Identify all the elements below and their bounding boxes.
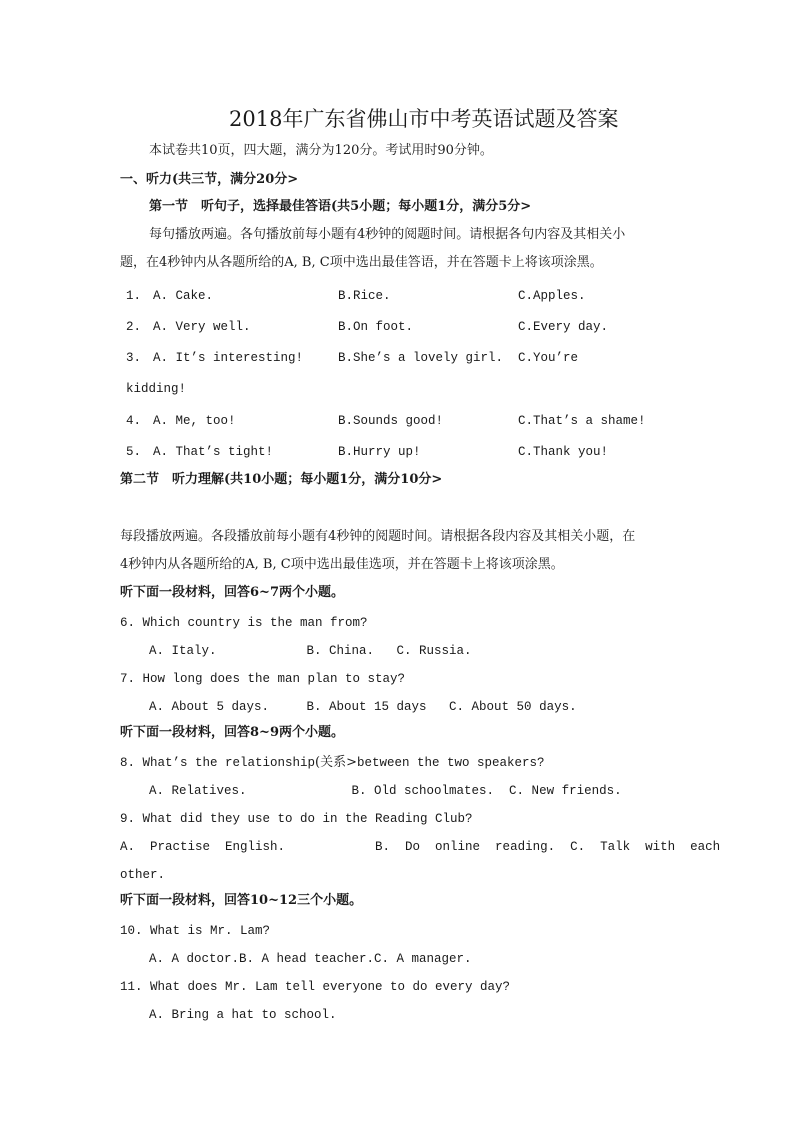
exam-intro: 本试卷共10页，四大题，满分为120分。考试用时90分钟。: [149, 143, 493, 158]
question-10-options: A. A doctor.B. A head teacher.C. A manager.: [149, 952, 472, 966]
question-9-stem: 9. What did they use to do in the Reading Club?: [120, 812, 473, 826]
option-c: C.Every day.: [518, 320, 609, 334]
question-8-stem-pre: 8. What’s the relationship: [120, 756, 316, 770]
question-7-stem: 7. How long does the man plan to stay?: [120, 672, 406, 686]
question-6-stem: 6. Which country is the man from?: [120, 616, 368, 630]
question-7-options: A. About 5 days. B. About 15 days C. About 50 days.: [149, 700, 577, 714]
question-number: 5.: [126, 445, 142, 459]
option-a: A. Very well.: [153, 320, 251, 334]
option-a: A. Me, too!: [153, 414, 236, 428]
group-heading-10-12: 听下面一段材料，回答10~12三个小题。: [120, 893, 363, 908]
section1-heading: 第一节 听句子，选择最佳答语(共5小题；每小题1分，满分5分>: [149, 199, 532, 214]
question-8-options: A. Relatives. B. Old schoolmates. C. New friends.: [149, 784, 622, 798]
group-heading-6-7: 听下面一段材料，回答6~7两个小题。: [120, 585, 344, 600]
question-10-stem: 10. What is Mr. Lam?: [120, 924, 271, 938]
question-8-stem-post: between the two speakers?: [357, 756, 545, 770]
option-a: A. It’s interesting!: [153, 351, 304, 365]
question-number: 1.: [126, 289, 142, 303]
option-a: A. Cake.: [153, 289, 214, 303]
option-b: B.Hurry up!: [338, 445, 421, 459]
question-number: 3.: [126, 351, 142, 365]
question-8-stem-chinese: (关系>: [315, 755, 358, 770]
document-title: 2018年广东省佛山市中考英语试题及答案: [229, 107, 619, 131]
option-c: C.That’s a shame!: [518, 414, 646, 428]
question-8-stem: [120, 755, 545, 771]
section2-instruction-line2: 4秒钟内从各题所给的A, B, C项中选出最佳选项，并在答题卡上将该项涂黑。: [120, 557, 564, 572]
group-heading-8-9: 听下面一段材料，回答8~9两个小题。: [120, 725, 344, 740]
option-b: B.She’s a lovely girl.: [338, 351, 504, 365]
question-11-options: A. Bring a hat to school.: [149, 1008, 337, 1022]
section1-instruction-line2: 题，在4秒钟内从各题所给的A, B, C项中选出最佳答语，并在答题卡上将该项涂黑。: [120, 255, 603, 270]
option-b: B.On foot.: [338, 320, 414, 334]
question-number: 4.: [126, 414, 142, 428]
option-c: C.Thank you!: [518, 445, 609, 459]
section1-instruction-line1: 每句播放两遍。各句播放前每小题有4秒钟的阅题时间。请根据各句内容及其相关小: [149, 227, 626, 242]
section2-instruction-line1: 每段播放两遍。各段播放前每小题有4秒钟的阅题时间。请根据各段内容及其相关小题，在: [120, 529, 636, 544]
section2-heading: 第二节 听力理解(共10小题；每小题1分，满分10分>: [120, 472, 443, 487]
option-a: A. That’s tight!: [153, 445, 274, 459]
question-6-options: A. Italy. B. China. C. Russia.: [149, 644, 472, 658]
option-b: B.Rice.: [338, 289, 391, 303]
part1-heading: 一、听力(共三节，满分20分>: [120, 172, 299, 187]
option-b: B.Sounds good!: [338, 414, 444, 428]
option-c: C.Apples.: [518, 289, 586, 303]
option-c: C.You’re: [518, 351, 579, 365]
question-9-options-wrap: other.: [120, 868, 166, 882]
question-number: 2.: [126, 320, 142, 334]
question-9-options: A. Practise English. B. Do online reading. C. Talk with each: [120, 840, 721, 854]
question-11-stem: 11. What does Mr. Lam tell everyone to do every day?: [120, 980, 511, 994]
option-c-wrap: kidding!: [126, 382, 187, 396]
